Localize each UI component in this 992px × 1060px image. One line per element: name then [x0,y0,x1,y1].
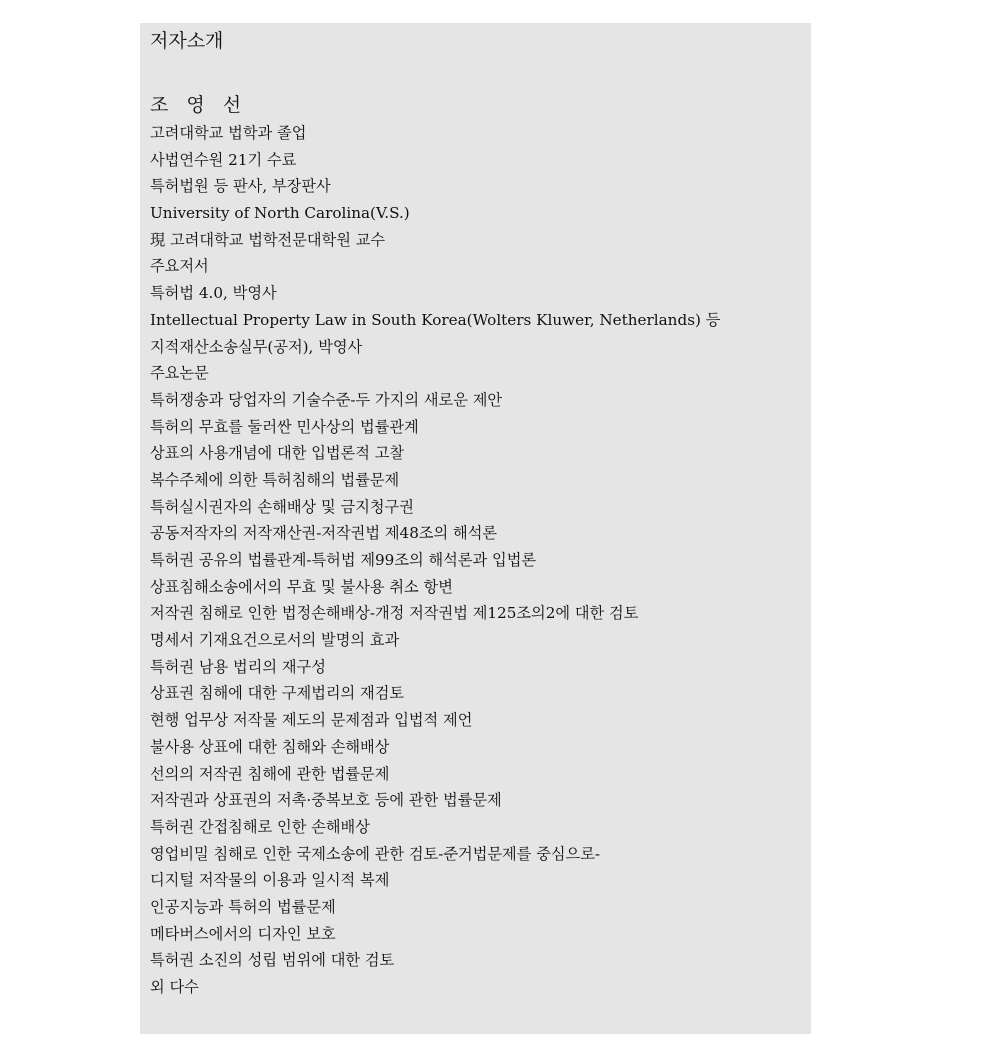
profile-line: 특허실시권자의 손해배상 및 금지청구권 [150,497,414,516]
profile-line: 특허권 공유의 법률관계-특허법 제99조의 해석론과 입법론 [150,551,537,569]
profile-line: 복수주체에 의한 특허침해의 법률문제 [150,470,400,489]
profile-line: 저작권과 상표권의 저촉·중복보호 등에 관한 법률문제 [150,791,502,810]
profile-line: 주요저서 [150,257,209,276]
profile-line: Intellectual Property Law in South Korea(Wolters Kluwer, Netherlands) 등 [150,310,721,329]
profile-line: 상표의 사용개념에 대한 입법론적 고찰 [150,444,405,463]
profile-line: 특허권 소진의 성립 범위에 대한 검토 [150,951,395,970]
profile-line: 특허의 무효를 둘러싼 민사상의 법률관계 [150,417,419,436]
profile-line: 특허권 남용 법리의 재구성 [150,657,326,676]
profile-line: 지적재산소송실무(공저), 박영사 [150,337,363,356]
profile-line: 공동저작자의 저작재산권-저작권법 제48조의 해석론 [150,524,498,543]
profile-line: 現 고려대학교 법학전문대학원 교수 [150,230,386,249]
profile-line: 불사용 상표에 대한 침해와 손해배상 [150,737,390,756]
profile-list [150,120,805,1001]
profile-line: 명세서 기재요건으로서의 발명의 효과 [150,631,400,650]
section-title: 저자소개 [150,30,224,52]
profile-line: 현행 업무상 저작물 제도의 문제점과 입법적 제언 [150,711,473,730]
profile-line: 메타버스에서의 디자인 보호 [150,924,336,943]
profile-line: 저작권 침해로 인한 법정손해배상-개정 저작권법 제125조의2에 대한 검토 [150,604,639,623]
profile-line: 특허권 간접침해로 인한 손해배상 [150,817,370,836]
profile-line: 고려대학교 법학과 졸업 [150,124,307,142]
profile-line: 디지털 저작물의 이용과 일시적 복제 [150,871,390,890]
profile-line: 사법연수원 21기 수료 [150,150,297,169]
author-name: 조 영 선 [150,94,248,116]
profile-line: 특허쟁송과 당업자의 기술수준-두 가지의 새로운 제안 [150,390,503,409]
author-profile-panel [140,23,811,1034]
profile-line: 특허법원 등 판사, 부장판사 [150,177,331,196]
profile-line: 특허법 4.0, 박영사 [150,284,277,303]
profile-line: University of North Carolina(V.S.) [150,204,410,223]
profile-line: 인공지능과 특허의 법률문제 [150,897,336,916]
profile-line: 영업비밀 침해로 인한 국제소송에 관한 검토-준거법문제를 중심으로- [150,844,601,863]
profile-line: 외 다수 [150,978,199,996]
profile-line: 선의의 저작권 침해에 관한 법률문제 [150,764,390,783]
profile-line: 상표침해소송에서의 무효 및 불사용 취소 항변 [150,577,453,596]
profile-line: 주요논문 [150,364,209,383]
profile-line: 상표권 침해에 대한 구제법리의 재검토 [150,684,405,703]
